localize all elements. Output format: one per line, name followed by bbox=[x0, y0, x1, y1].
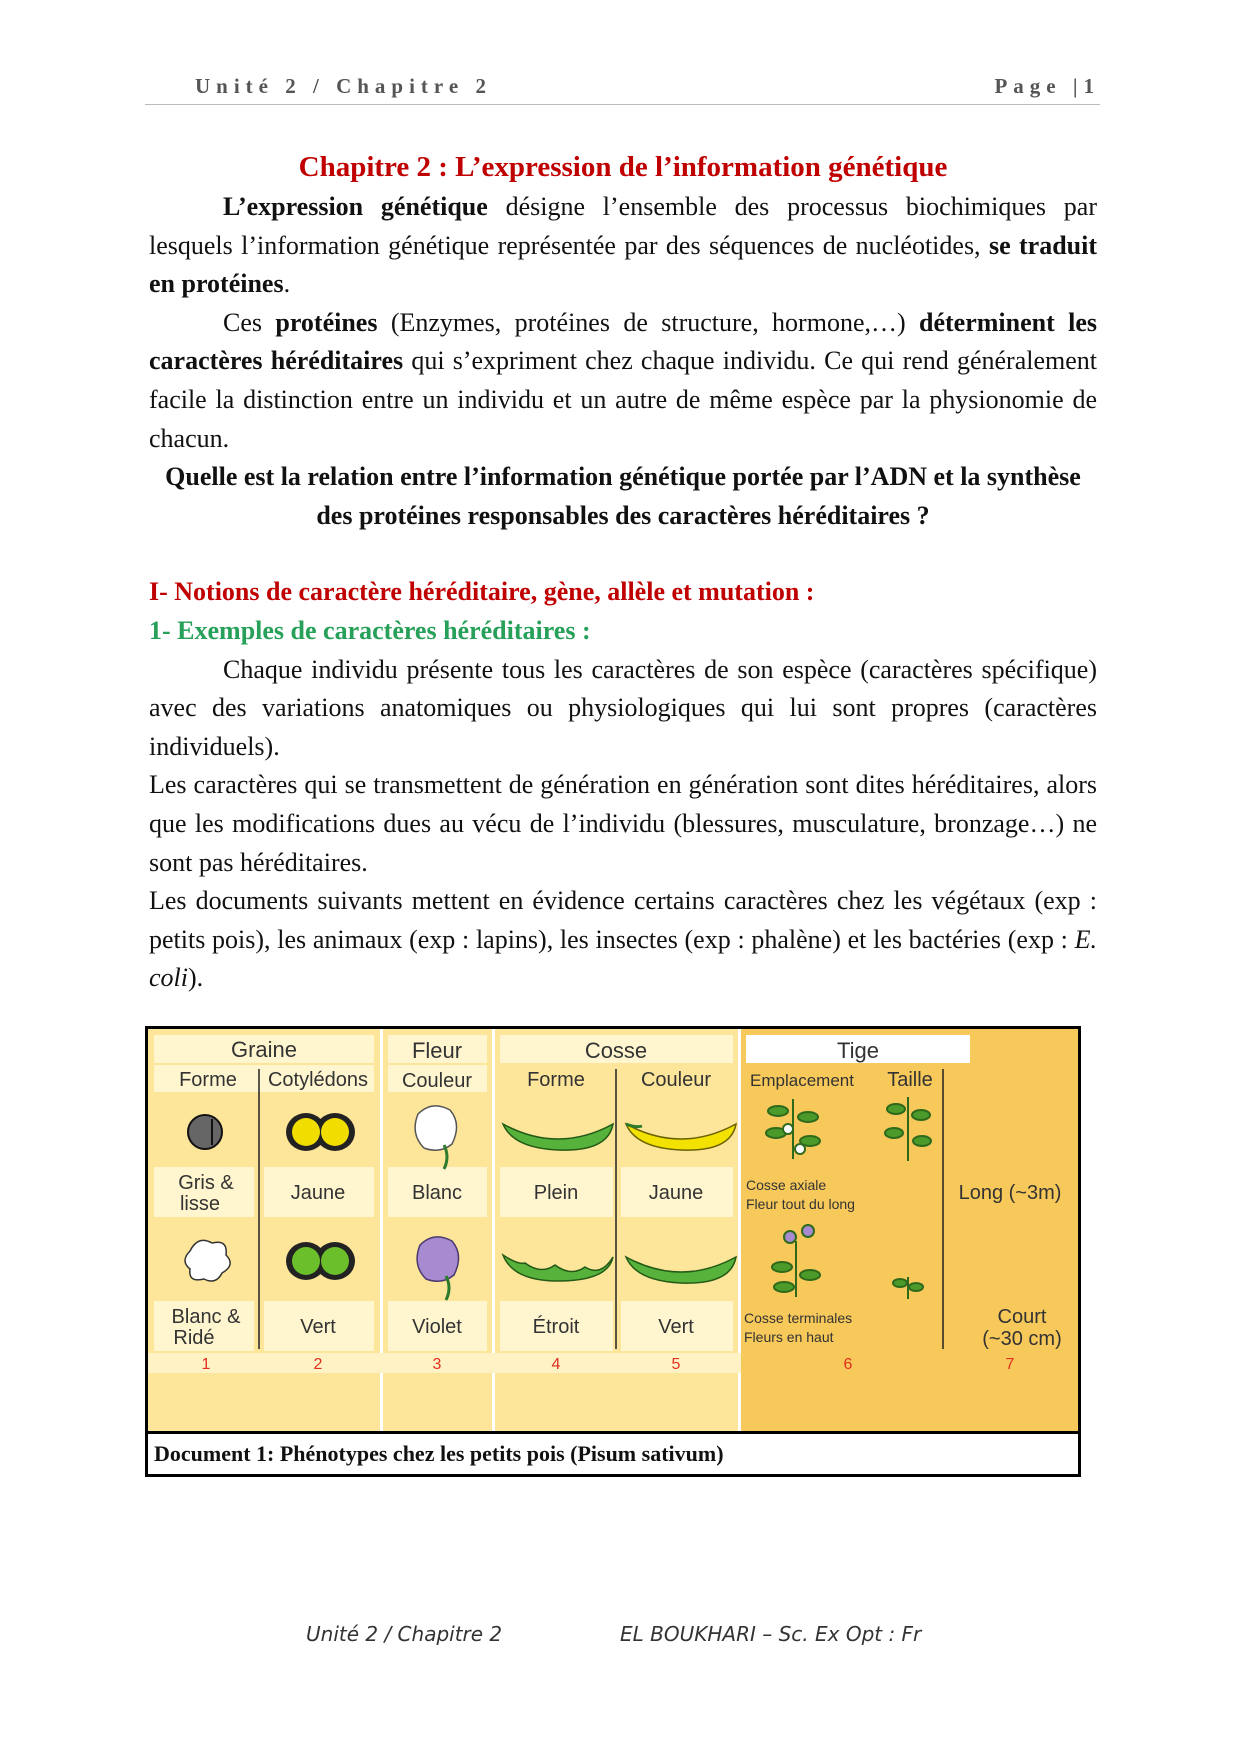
text: . bbox=[283, 269, 291, 299]
subheader-label: Couleur bbox=[640, 1069, 712, 1091]
column-number: 7 bbox=[1005, 1356, 1015, 1373]
column-number: 2 bbox=[313, 1356, 323, 1373]
trait-label: (~30 cm) bbox=[982, 1328, 1062, 1350]
footer-left: Unité 2 / Chapitre 2 bbox=[306, 1622, 503, 1646]
bold-term: L’expression génétique bbox=[223, 192, 488, 221]
trait-label: Court bbox=[997, 1306, 1047, 1328]
bold-term: déterminent les caractères héréditaires bbox=[149, 307, 1098, 376]
header-chapter: Unité 2 / Chapitre 2 bbox=[195, 74, 492, 98]
trait-label: Plein bbox=[533, 1182, 579, 1204]
phenotype-table bbox=[148, 1029, 1078, 1431]
document-caption: Document 1: Phénotypes chez les petits pois (Pisum sativum) bbox=[148, 1431, 1078, 1474]
trait-label: Cosse terminales bbox=[744, 1310, 853, 1326]
column-number: 1 bbox=[201, 1356, 211, 1373]
trait-label: Violet bbox=[412, 1316, 462, 1338]
group-label: Cosse bbox=[584, 1038, 648, 1063]
trait-label: Ridé bbox=[173, 1327, 215, 1349]
trait-label: Long (~3m) bbox=[958, 1182, 1062, 1204]
paragraph-hereditary: Les caractères qui se transmettent de génération en génération sont dites héréditaires, alors que les modifications dues au vécu de l’individu (blessures, musculature, bronzage…) ne sont pas héréditaires. bbox=[149, 770, 1097, 877]
footer-right: EL BOUKHARI – Sc. Ex Opt : Fr bbox=[620, 1622, 922, 1646]
trait-label: Vert bbox=[658, 1316, 694, 1338]
page-body bbox=[149, 148, 1097, 998]
page-header bbox=[145, 74, 1100, 105]
subheader-label: Couleur bbox=[401, 1070, 473, 1092]
section-heading: I- Notions de caractère héréditaire, gène, allèle et mutation : bbox=[149, 577, 815, 607]
column-number: 6 bbox=[843, 1356, 853, 1373]
text: (Enzymes, protéines de structure, hormone,…) bbox=[377, 307, 920, 337]
intro-paragraph bbox=[149, 188, 1097, 304]
subheader-label: Cotylédons bbox=[267, 1069, 369, 1091]
trait-label: Fleur tout du long bbox=[746, 1196, 855, 1212]
trait-label: Fleurs en haut bbox=[744, 1329, 834, 1345]
trait-label: Jaune bbox=[290, 1182, 346, 1204]
document-1-figure bbox=[145, 1026, 1081, 1477]
paragraph-documents bbox=[149, 882, 1097, 998]
trait-label: Gris & bbox=[178, 1172, 234, 1194]
group-label: Tige bbox=[837, 1038, 879, 1063]
group-label: Fleur bbox=[411, 1038, 463, 1063]
species-name: E. coli bbox=[149, 924, 1097, 993]
text: désigne l’ensemble des processus biochimiques par lesquels l’information génétique représentée par des séquences de nucléotides, bbox=[149, 192, 1098, 260]
text: Les documents suivants mettent en évidence certains caractères chez les végétaux (exp : petits pois), les animaux (exp : lapins), les insectes (exp : phalène) et les bactéries (exp : bbox=[149, 886, 1097, 954]
trait-label: Étroit bbox=[532, 1316, 580, 1338]
subheader-label: Forme bbox=[179, 1069, 237, 1091]
problem-question: Quelle est la relation entre l’information génétique portée par l’ADN et la synthèse des protéines responsables des caractères héréditaires ? bbox=[165, 462, 1081, 530]
trait-label: Jaune bbox=[648, 1182, 704, 1204]
subheader-label: Taille bbox=[887, 1069, 933, 1091]
subheader-label: Forme bbox=[527, 1069, 585, 1091]
bold-term: protéines bbox=[275, 307, 378, 337]
subheader-label: Emplacement bbox=[750, 1071, 854, 1090]
text: qui s’expriment chez chaque individu. Ce qui rend généralement facile la distinction entre un individu et un autre de même espèce par la physionomie de chacun. bbox=[149, 346, 1098, 453]
paragraph-specific: Chaque individu présente tous les caractères de son espèce (caractères spécifique) avec des variations anatomiques ou physiologiques qui lui sont propres (caractères individuels). bbox=[149, 654, 1097, 761]
column-number: 3 bbox=[432, 1356, 442, 1373]
text: ). bbox=[188, 963, 204, 993]
proteins-paragraph bbox=[149, 304, 1097, 458]
chapter-title: Chapitre 2 : L’expression de l’information génétique bbox=[298, 151, 948, 183]
grey-smooth-seed-icon bbox=[188, 1115, 222, 1149]
trait-label: Cosse axiale bbox=[746, 1177, 827, 1193]
header-page-number: Page |1 bbox=[994, 74, 1100, 98]
trait-label: Blanc bbox=[411, 1182, 463, 1204]
bold-term: se traduit en protéines bbox=[149, 230, 1097, 299]
number-row-tige bbox=[741, 1353, 1078, 1373]
column-number: 5 bbox=[671, 1356, 681, 1373]
trait-label: Blanc & bbox=[171, 1306, 241, 1328]
group-label: Graine bbox=[230, 1037, 298, 1062]
trait-label: Vert bbox=[300, 1316, 336, 1338]
column-number: 4 bbox=[551, 1356, 561, 1373]
subsection-heading: 1- Exemples de caractères héréditaires : bbox=[149, 615, 591, 645]
trait-label: lisse bbox=[179, 1193, 221, 1215]
text: Ces bbox=[223, 307, 276, 337]
